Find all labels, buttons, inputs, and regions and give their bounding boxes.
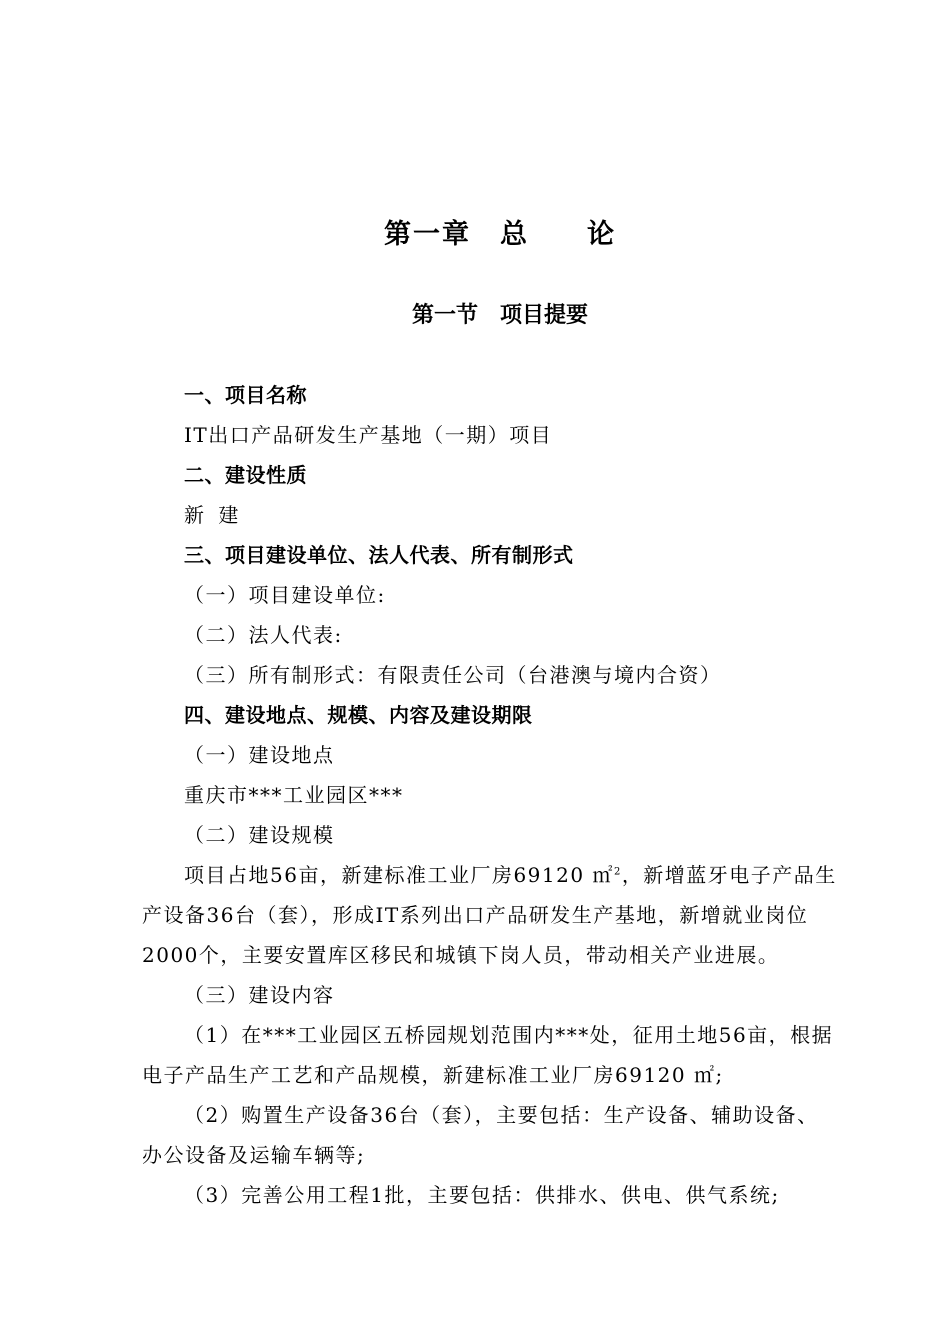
chapter-title: 第一章 总 论 [384,219,616,250]
scale-line-1-pre: 项目占地56亩，新建标准工业厂房69120 ㎡ [184,863,614,887]
scale-line-1-post: ，新增蓝牙电子产品生 [621,863,837,887]
location-subheading: （一）建设地点 [184,743,335,767]
construction-nature-text: 新 建 [184,503,243,527]
section-title: 第一节 项目提要 [411,303,588,328]
heading-unit-representative-ownership: 三、项目建设单位、法人代表、所有制形式 [184,543,574,567]
unit-item-3: （三）所有制形式：有限责任公司（台港澳与境内合资） [184,663,722,687]
scale-paragraph-line-3: 2000个，主要安置库区移民和城镇下岗人员，带动相关产业进展。 [142,943,780,967]
content-item-2-line-2: 办公设备及运输车辆等; [142,1143,366,1167]
content-item-1-line-2: 电子产品生产工艺和产品规模，新建标准工业厂房69120 ㎡; [142,1063,724,1087]
heading-location-scale-content: 四、建设地点、规模、内容及建设期限 [184,703,533,727]
unit-item-2: （二）法人代表: [184,623,343,647]
scale-paragraph-line-1 [184,861,837,889]
location-text: 重庆市***工业园区*** [184,783,404,807]
superscript-2: 2 [613,866,622,878]
heading-project-name: 一、项目名称 [184,383,307,407]
scale-subheading: （二）建设规模 [184,823,335,847]
content-item-3-line-1: （3）完善公用工程1批，主要包括：供排水、供电、供气系统; [184,1183,780,1207]
project-name-text: IT出口产品研发生产基地（一期）项目 [184,423,553,447]
content-item-2-line-1: （2）购置生产设备36台（套），主要包括：生产设备、辅助设备、 [184,1103,819,1127]
content-item-1-line-1: （1）在***工业园区五桥园规划范围内***处，征用土地56亩，根据 [184,1023,834,1047]
heading-construction-nature: 二、建设性质 [184,463,307,487]
content-subheading: （三）建设内容 [184,983,335,1007]
unit-item-1: （一）项目建设单位: [184,583,386,607]
scale-paragraph-line-2: 产设备36台（套），形成IT系列出口产品研发生产基地，新增就业岗位 [142,903,809,927]
